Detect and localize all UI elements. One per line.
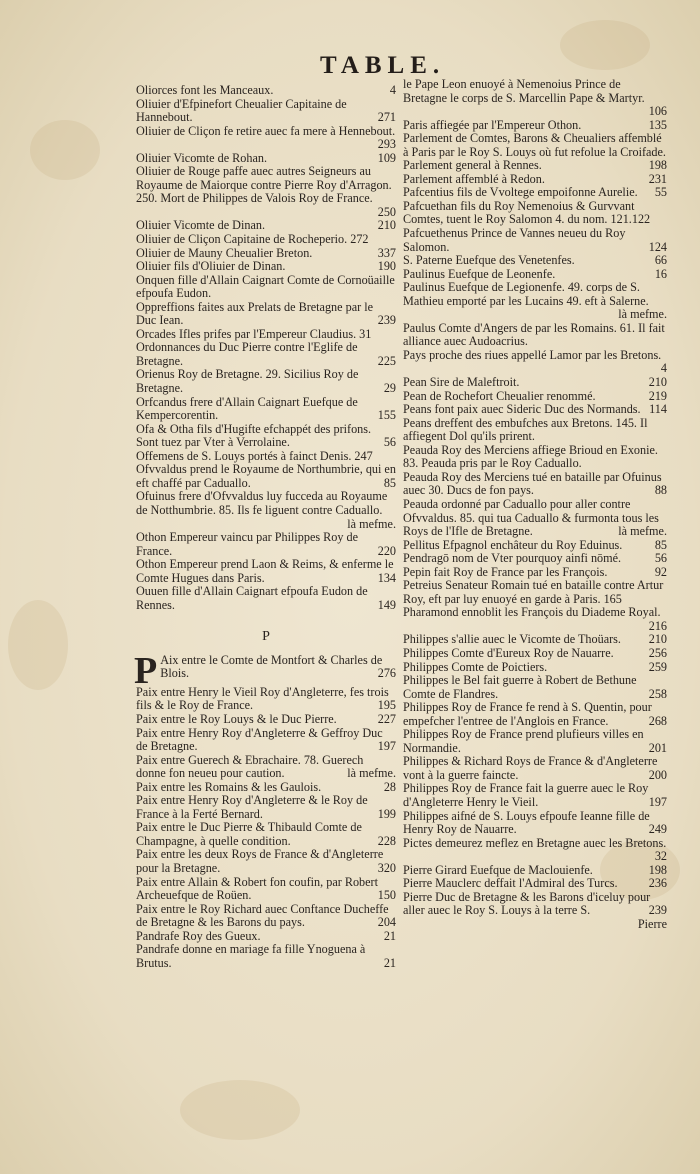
entry-text: Philippes Comte d'Eureux Roy de Nauarre. bbox=[403, 645, 614, 660]
index-entry bbox=[136, 781, 396, 795]
entry-text: Oliuier de Cliçon fe retire auec fa mere à Hennebout. bbox=[136, 123, 396, 138]
entry-page-number: 293 bbox=[377, 137, 396, 152]
entry-text: Pierre Mauclerc deffait l'Admiral des Turcs. bbox=[403, 876, 618, 891]
entry-text: Pepin fait Roy de France par les François. bbox=[403, 564, 608, 579]
index-entry bbox=[403, 268, 667, 282]
entry-text: Paulinus Euefque de Leonenfe. bbox=[403, 266, 556, 281]
entry-page-number: 29 bbox=[383, 381, 396, 396]
index-entry bbox=[403, 322, 667, 349]
entry-page-number: 320 bbox=[377, 860, 396, 875]
entry-text: Parlement affemblé à Redon. bbox=[403, 171, 545, 186]
drop-cap: P bbox=[134, 649, 158, 692]
entry-page-number: 21 bbox=[383, 928, 396, 943]
entry-text: Petreius Senateur Romain tué en bataille contre Artur Roy, eft par luy enuoyé en garde à Paris. 165 bbox=[403, 578, 664, 606]
index-entry bbox=[403, 281, 667, 322]
entry-page-number: 55 bbox=[654, 185, 667, 200]
entry-page-number: 220 bbox=[377, 543, 396, 558]
entry-text: Offemens de S. Louys portés à fainct Denis. 247 bbox=[136, 448, 373, 463]
index-entry bbox=[136, 125, 396, 152]
entry-page-number: 134 bbox=[377, 570, 396, 585]
entry-text: Onquen fille d'Allain Caignart Comte de Cornoüaille efpoufa Eudon. bbox=[136, 272, 395, 301]
entry-page-number: 92 bbox=[654, 564, 667, 579]
index-entry bbox=[403, 647, 667, 661]
index-entry bbox=[403, 755, 667, 782]
index-entry bbox=[136, 903, 396, 930]
entry-page-number: 210 bbox=[648, 375, 667, 390]
index-entry bbox=[403, 728, 667, 755]
index-entry bbox=[136, 585, 396, 612]
entry-page-number: 56 bbox=[654, 551, 667, 566]
index-entry bbox=[136, 490, 396, 531]
index-entry bbox=[403, 471, 667, 498]
entry-text: Pean de Rochefort Cheualier renommé. bbox=[403, 388, 596, 403]
entry-text: Peauda Roy des Merciens affiege Brioud en Exonie. 83. Peauda pris par le Roy Caduallo. bbox=[403, 442, 658, 471]
entry-page-number: 236 bbox=[648, 876, 667, 891]
index-entry bbox=[134, 649, 396, 692]
entry-page-number: 258 bbox=[648, 686, 667, 701]
entry-page-number: 197 bbox=[377, 739, 396, 754]
index-entry bbox=[403, 674, 667, 701]
entry-text: Oliuier de Mauny Cheualier Breton. bbox=[136, 245, 313, 260]
index-entry bbox=[403, 552, 667, 566]
index-entry bbox=[136, 98, 396, 125]
entry-page-number: 66 bbox=[654, 253, 667, 268]
entry-page-number: 150 bbox=[377, 888, 396, 903]
paper-stain bbox=[30, 120, 100, 180]
entry-text: Peauda ordonné par Caduallo pour aller contre Ofvvaldus. 85. qui tua Caduallo & furmonta tous les Roys de l'Ifle de Bretagne. bbox=[403, 496, 659, 539]
entry-page-number: 114 bbox=[649, 402, 667, 417]
entry-page-number: 227 bbox=[377, 711, 396, 726]
entry-text: Philippes le Bel fait guerre à Robert de Bethune Comte de Flandres. bbox=[403, 673, 637, 701]
entry-text: Philippes Comte de Poictiers. bbox=[403, 659, 548, 674]
entry-text: Pictes demeurez meflez en Bretagne auec les Bretons. bbox=[403, 835, 667, 850]
entry-text: Paix entre Guerech & Ebrachaire. 78. Guerech donne fon neueu pour caution. bbox=[136, 752, 364, 781]
index-entry bbox=[403, 782, 667, 809]
right-column bbox=[403, 78, 667, 931]
entry-text: Paix entre les Romains & les Gaulois. bbox=[136, 779, 322, 794]
entry-page-number: 204 bbox=[377, 915, 396, 930]
entry-page-number: 109 bbox=[377, 150, 396, 165]
index-entry bbox=[403, 132, 667, 159]
entry-page-number: 85 bbox=[654, 537, 667, 552]
entry-text: Philippes Roy de France fe rend à S. Quentin, pour empefcher l'entree de l'Anglois en France. bbox=[403, 700, 652, 728]
entry-page-number: 225 bbox=[377, 353, 396, 368]
entry-page-number: 135 bbox=[648, 117, 667, 132]
entry-page-number: 85 bbox=[383, 475, 396, 490]
entry-page-number: 198 bbox=[648, 158, 667, 173]
entry-page-number: 231 bbox=[648, 171, 667, 186]
index-entry bbox=[136, 930, 396, 944]
index-entry bbox=[136, 794, 396, 821]
entry-text: Pandrafe donne en mariage fa fille Ynoguena à Brutus. bbox=[136, 942, 366, 970]
entry-page-number: 210 bbox=[377, 218, 396, 233]
entry-page-number: 16 bbox=[654, 266, 667, 281]
entry-text: Paix entre Allain & Robert fon coufin, par Robert Archeuefque de Roüen. bbox=[136, 874, 378, 903]
entry-text: Paix entre Henry le Vieil Roy d'Angleterre, fes trois fils & le Roy de France. bbox=[136, 684, 389, 713]
entry-page-number: 56 bbox=[383, 435, 396, 450]
index-entry bbox=[403, 159, 667, 173]
index-entry bbox=[136, 713, 396, 727]
paper-stain bbox=[560, 20, 650, 70]
entry-text: le Pape Leon enuoyé à Nemenoius Prince de Bretagne le corps de S. Marcellin Pape & Martyr. bbox=[403, 77, 645, 105]
entry-text: Oliuier Vicomte de Dinan. bbox=[136, 218, 266, 233]
entry-text: Othon Empereur vaincu par Philippes Roy de France. bbox=[136, 530, 359, 558]
entry-page-number: 198 bbox=[648, 862, 667, 877]
entry-text: Philippes s'allie auec le Vicomte de Thoüars. bbox=[403, 632, 621, 647]
entry-page-number: 190 bbox=[377, 259, 396, 274]
entry-text: Oliorces font les Manceaux. bbox=[136, 83, 274, 97]
entry-text: Peans dreffent des embufches aux Bretons. 145. Il affiegent Dol qu'ils prirent. bbox=[403, 415, 648, 444]
index-entry bbox=[136, 84, 396, 98]
index-entry bbox=[403, 78, 667, 119]
entry-text: Oppreffions faites aux Prelats de Bretagne par le Duc Iean. bbox=[136, 299, 374, 328]
index-entry bbox=[403, 254, 667, 268]
entry-text: Oliuier fils d'Oliuier de Dinan. bbox=[136, 259, 286, 274]
index-entry bbox=[403, 227, 667, 254]
index-entry bbox=[403, 566, 667, 580]
entry-page-number: 199 bbox=[377, 806, 396, 821]
entry-text: Oliuier de Cliçon Capitaine de Rocheperio. 272 bbox=[136, 232, 369, 247]
left-column bbox=[136, 84, 396, 970]
p-entries-list bbox=[134, 649, 396, 970]
index-entry bbox=[136, 165, 396, 219]
index-entry bbox=[403, 539, 667, 553]
index-entry bbox=[403, 498, 667, 539]
index-entry bbox=[136, 396, 396, 423]
entry-text: Pafcuethenus Prince de Vannes neueu du Roy Salomon. bbox=[403, 226, 626, 254]
index-entry bbox=[403, 810, 667, 837]
entry-page-number: 239 bbox=[648, 903, 667, 918]
entry-page-number: 106 bbox=[648, 104, 667, 119]
index-entry bbox=[136, 876, 396, 903]
index-entry bbox=[403, 403, 667, 417]
entry-text: Philippes Roy de France fait la guerre auec le Roy d'Angleterre Henry le Vieil. bbox=[403, 781, 649, 809]
index-entry bbox=[403, 186, 667, 200]
entry-page-number: 268 bbox=[648, 713, 667, 728]
entry-text: Paulinus Euefque de Legionenfe. 49. corps de S. Mathieu emporté par les Lucains 49. eft à Salerne. bbox=[403, 280, 649, 308]
entry-page-number: 276 bbox=[377, 666, 396, 681]
page-title: TABLE. bbox=[320, 52, 446, 79]
index-entry bbox=[136, 328, 396, 342]
entry-text: Pharamond ennoblit les François du Diademe Royal. bbox=[403, 605, 661, 620]
entry-text: Paix entre le Roy Richard auec Conftance Ducheffe de Bretagne & les Barons du pays. bbox=[136, 901, 389, 930]
index-entry bbox=[136, 450, 396, 464]
entry-text: Philippes & Richard Roys de France & d'Angleterre vont à la guerre faincte. bbox=[403, 754, 658, 782]
index-entry bbox=[136, 260, 396, 274]
entry-text: Paix entre les deux Roys de France & d'Angleterre pour la Bretagne. bbox=[136, 847, 384, 875]
catchword: Pierre bbox=[637, 916, 667, 931]
index-entry bbox=[403, 633, 667, 647]
index-entry bbox=[136, 368, 396, 395]
index-entry bbox=[403, 606, 667, 633]
entry-text: Pierre Girard Euefque de Maclouienfe. bbox=[403, 862, 593, 877]
entry-text: Pandrafe Roy des Gueux. bbox=[136, 928, 261, 943]
entry-text: Pendragō nom de Vter pourquoy ainfi nōmé. bbox=[403, 551, 622, 566]
index-entry bbox=[136, 274, 396, 301]
entry-text: Parlement de Comtes, Barons & Cheualiers affemblé à Paris par le Roy S. Louys où fut refolue la Croifade. bbox=[403, 131, 666, 159]
entry-text: Philippes Roy de France prend plufieurs villes en Normandie. bbox=[403, 727, 644, 755]
entry-page-number: 216 bbox=[648, 618, 667, 633]
entry-text: Parlement general à Rennes. bbox=[403, 158, 542, 173]
entry-text: Peans font paix auec Sideric Duc des Normands. bbox=[403, 402, 641, 417]
index-entry bbox=[136, 848, 396, 875]
entry-text: Pays proche des riues appellé Lamor par les Bretons. bbox=[403, 347, 662, 362]
entry-page-number: 155 bbox=[377, 408, 396, 423]
entry-page-number: 239 bbox=[377, 313, 396, 328]
entry-page-number: 271 bbox=[377, 110, 396, 125]
right-entries-list bbox=[403, 78, 667, 918]
entry-page-number: 195 bbox=[377, 698, 396, 713]
o-entries-list bbox=[136, 84, 396, 612]
entry-text: Ofa & Otha fils d'Hugifte efchappét des prifons. Sont tuez par Vter à Verrolaine. bbox=[136, 421, 372, 450]
entry-text: Orcades Ifles prifes par l'Empereur Claudius. 31 bbox=[136, 326, 372, 341]
index-entry bbox=[403, 579, 667, 606]
index-entry bbox=[403, 661, 667, 675]
index-entry bbox=[403, 119, 667, 133]
index-entry bbox=[136, 247, 396, 261]
entry-text: Pellitus Efpagnol enchâteur du Roy Eduinus. bbox=[403, 537, 623, 552]
index-entry bbox=[136, 301, 396, 328]
index-entry bbox=[136, 341, 396, 368]
index-entry bbox=[403, 837, 667, 864]
entry-page-number: 201 bbox=[648, 740, 667, 755]
entry-page-number: là mefme. bbox=[618, 307, 667, 322]
entry-text: Paris affiegée par l'Empereur Othon. bbox=[403, 117, 582, 132]
section-letter: P bbox=[262, 629, 270, 645]
entry-text: Oliuier de Rouge paffe auec autres Seigneurs au Royaume de Maiorque contre Pierre Roy d'Arragon. 250. Mort de Philippes de Valois Roy de France. bbox=[136, 164, 392, 206]
entry-text: Oliuier d'Efpinefort Cheualier Capitaine de Hannebout. bbox=[136, 96, 347, 125]
entry-page-number: 200 bbox=[648, 767, 667, 782]
index-entry bbox=[403, 349, 667, 376]
entry-text: Philippes aifné de S. Louys efpoufe Ieanne fille de Henry Roy de Nauarre. bbox=[403, 808, 650, 837]
entry-text: Oliuier Vicomte de Rohan. bbox=[136, 150, 268, 165]
entry-page-number: 197 bbox=[648, 794, 667, 809]
index-entry bbox=[403, 701, 667, 728]
index-entry bbox=[136, 463, 396, 490]
entry-text: Ofuinus frere d'Ofvvaldus luy fucceda au Royaume de Notthumbrie. 85. Ils fe liguent contre Caduallo. bbox=[136, 489, 388, 517]
entry-page-number: 210 bbox=[648, 632, 667, 647]
entry-page-number: 259 bbox=[648, 659, 667, 674]
entry-page-number: 249 bbox=[648, 822, 667, 837]
entry-page-number: 28 bbox=[383, 779, 396, 794]
index-entry bbox=[136, 531, 396, 558]
index-entry bbox=[136, 558, 396, 585]
index-entry bbox=[136, 686, 396, 713]
index-entry bbox=[136, 943, 396, 970]
entry-text: Paix entre le Duc Pierre & Thibauld Comte de Champagne, à quelle condition. bbox=[136, 820, 362, 848]
index-entry bbox=[136, 219, 396, 233]
entry-text: S. Paterne Euefque des Venetenfes. bbox=[403, 253, 575, 268]
entry-page-number: 250 bbox=[377, 204, 396, 219]
entry-page-number: 4 bbox=[660, 361, 667, 376]
entry-text: Pean Sire de Maleftroit. bbox=[403, 375, 520, 390]
index-entry bbox=[136, 233, 396, 247]
entry-text: Paix entre Henry Roy d'Angleterre & le Roy de France à la Ferté Bernard. bbox=[136, 793, 368, 821]
index-entry bbox=[403, 417, 667, 444]
entry-text: Pierre Duc de Bretagne & les Barons d'iceluy pour aller auec le Roy S. Louys à la terre S. bbox=[403, 889, 651, 918]
entry-text: Pafcuethan fils du Roy Nemenoius & Gurvvant Comtes, tuent le Roy Salomon 4. du nom. 121.122 bbox=[403, 198, 651, 227]
paper-stain bbox=[180, 1080, 300, 1140]
entry-page-number: 149 bbox=[377, 597, 396, 612]
entry-page-number: là mefme. bbox=[347, 516, 396, 531]
index-entry bbox=[136, 821, 396, 848]
entry-text: Pafcentius fils de Vvoltege empoifonne Aurelie. bbox=[403, 185, 638, 200]
entry-page-number: 88 bbox=[654, 483, 667, 498]
entry-text: Paulus Comte d'Angers de par les Romains. 61. Il fait alliance auec Audoacrius. bbox=[403, 320, 665, 349]
entry-page-number: 4 bbox=[389, 83, 396, 97]
index-entry bbox=[403, 877, 667, 891]
entry-text: Paix entre Henry Roy d'Angleterre & Geffroy Duc de Bretagne. bbox=[136, 725, 383, 754]
index-entry bbox=[403, 891, 667, 918]
index-entry bbox=[403, 173, 667, 187]
entry-page-number: 32 bbox=[654, 849, 667, 864]
entry-page-number: 228 bbox=[377, 833, 396, 848]
paper-stain bbox=[8, 600, 68, 690]
entry-text: Orienus Roy de Bretagne. 29. Sicilius Roy de Bretagne. bbox=[136, 367, 359, 396]
entry-page-number: là mefme. bbox=[618, 524, 667, 539]
entry-page-number: là mefme. bbox=[347, 766, 396, 781]
entry-text: Peauda Roy des Merciens tué en bataille par Ofuinus auec 30. Ducs de fon pays. bbox=[403, 469, 662, 498]
index-entry bbox=[403, 200, 667, 227]
index-entry bbox=[403, 864, 667, 878]
index-entry bbox=[403, 390, 667, 404]
entry-text: Orfcandus frere d'Allain Caignart Euefque de Kempercorentin. bbox=[136, 394, 358, 423]
entry-text: Othon Empereur prend Laon & Reims, & enferme le Comte Hugues dans Paris. bbox=[136, 557, 394, 585]
index-entry bbox=[136, 727, 396, 754]
index-entry bbox=[403, 444, 667, 471]
entry-text: Ordonnances du Duc Pierre contre l'Eglife de Bretagne. bbox=[136, 340, 358, 368]
index-entry bbox=[403, 376, 667, 390]
entry-text: Paix entre le Roy Louys & le Duc Pierre. bbox=[136, 711, 337, 726]
entry-text: Ofvvaldus prend le Royaume de Northumbrie, qui en eft chaffé par Caduallo. bbox=[136, 462, 396, 490]
entry-text: Aix entre le Comte de Montfort & Charles de Blois. bbox=[160, 652, 383, 681]
entry-page-number: 21 bbox=[383, 955, 396, 970]
entry-page-number: 337 bbox=[377, 245, 396, 260]
index-entry bbox=[136, 152, 396, 166]
index-entry bbox=[136, 423, 396, 450]
entry-text: Ouuen fille d'Allain Caignart efpoufa Eudon de Rennes. bbox=[136, 584, 368, 612]
entry-page-number: 124 bbox=[648, 239, 667, 254]
entry-page-number: 219 bbox=[648, 388, 667, 403]
index-entry bbox=[136, 754, 396, 781]
entry-page-number: 256 bbox=[648, 645, 667, 660]
